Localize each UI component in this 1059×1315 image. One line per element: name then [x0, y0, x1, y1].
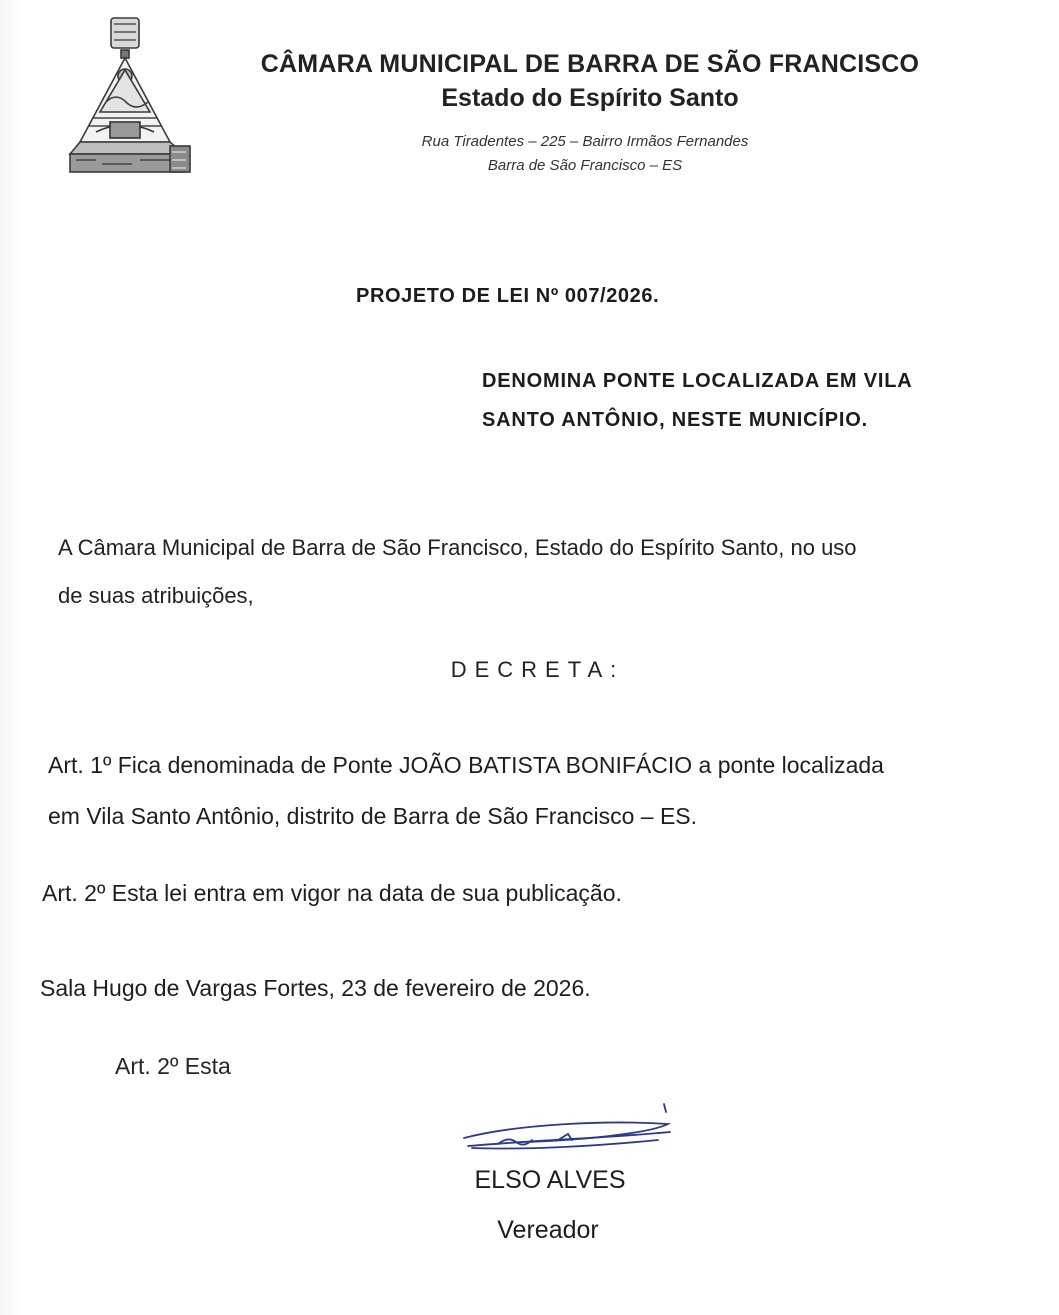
intro-line-2: de suas atribuições, — [58, 583, 254, 608]
place-and-date: Sala Hugo de Vargas Fortes, 23 de fevereiro de 2026. — [40, 975, 591, 1001]
address-line-2: Barra de São Francisco – ES — [487, 157, 683, 174]
article-1-line-1: Art. 1º Fica denominada de Ponte JOÃO BATISTA BONIFÁCIO a ponte localizada — [48, 752, 884, 778]
intro-line-1: A Câmara Municipal de Barra de São Francisco, Estado do Espírito Santo, no uso — [58, 535, 857, 560]
fade-overlay — [250, 1040, 340, 1090]
law-summary — [482, 362, 1022, 440]
municipal-coat-of-arms-icon — [66, 14, 196, 178]
article-2: Art. 2º Esta lei entra em vigor na data de sua publicação. — [42, 880, 622, 906]
article-1-line-2: em Vila Santo Antônio, distrito de Barra de São Francisco – ES. — [48, 803, 698, 829]
law-title: PROJETO DE LEI Nº 007/2026. — [356, 285, 660, 307]
address-line-1: Rua Tiradentes – 225 – Bairro Irmãos Fernandes — [421, 133, 749, 150]
signatory-name: ELSO ALVES — [474, 1166, 626, 1194]
residual-text-fragment: Art. 2º Esta — [115, 1053, 231, 1079]
intro-paragraph — [58, 524, 1018, 620]
signatory-role: Vereador — [497, 1216, 599, 1244]
decreta-heading: DECRETA: — [450, 657, 625, 682]
institution-title: CÂMARA MUNICIPAL DE BARRA DE SÃO FRANCISCO — [260, 50, 920, 78]
law-summary-line-2: SANTO ANTÔNIO, NESTE MUNICÍPIO. — [482, 409, 868, 431]
state-subtitle: Estado do Espírito Santo — [441, 84, 739, 112]
law-summary-line-1: DENOMINA PONTE LOCALIZADA EM VILA — [482, 370, 913, 392]
article-1 — [48, 740, 1033, 842]
signature-scribble — [458, 1100, 683, 1160]
